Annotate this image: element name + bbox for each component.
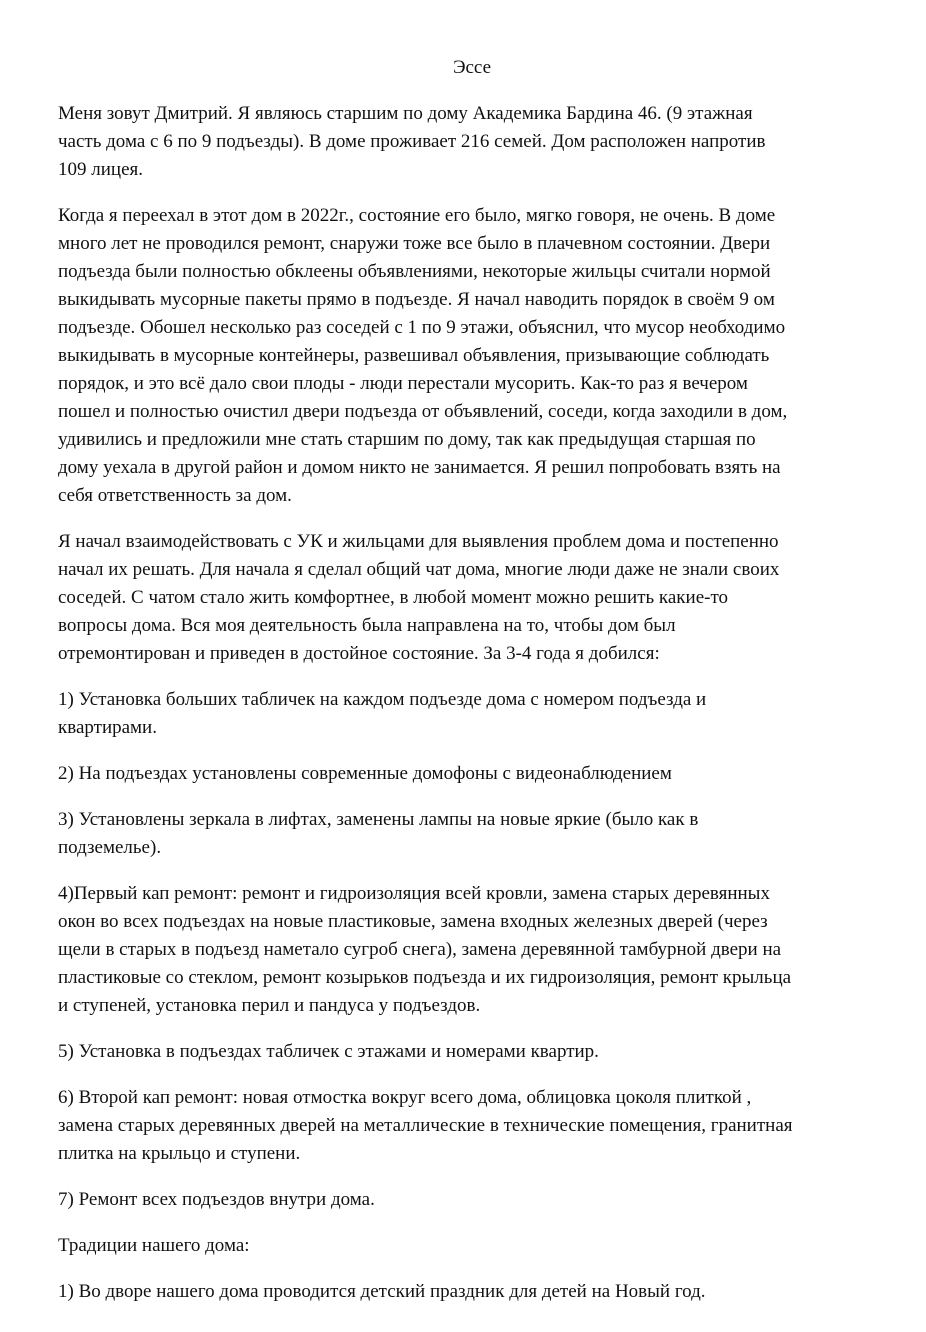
list-item-achievement-1: 1) Установка больших табличек на каждом подъезде дома с номером подъезда и квартирами.: [58, 689, 707, 738]
paragraph-history: Когда я переехал в этот дом в 2022г., состояние его было, мягко говоря, не очень. В доме много лет не проводился ремонт, снаружи тоже все было в плачевном состоянии. Двери подъезда были полностью обклеены объявлениями, некоторые жильцы считали нормой выкидывать мусорные пакеты прямо в подъезде. Я начал наводить порядок в своём 9 ом подъезде. Обошел несколько раз соседей с 1 по 9 этажи, объяснил, что мусор необходимо выкидывать в мусорные контейнеры, развешивал объявления, призывающие соблюдать порядок, и это всё дало свои плоды - люди перестали мусорить. Как-то раз я вечером пошел и полностью очистил двери подъезда от объявлений, соседи, когда заходили в дом, удивились и предложили мне стать старшим по дому, так как предыдущая старшая по дому уехала в другой район и домом никто не занимается. Я решил попробовать взять на себя ответственность за дом.: [58, 205, 788, 506]
list-item-achievement-2: 2) На подъездах установлены современные домофоны с видеонаблюдением: [58, 763, 672, 784]
document-title: Эссе: [452, 57, 492, 78]
document-body: [58, 100, 888, 1324]
list-item-tradition-1: 1) Во дворе нашего дома проводится детский праздник для детей на Новый год.: [58, 1281, 706, 1302]
list-item-achievement-3: 3) Установлены зеркала в лифтах, заменены лампы на новые яркие (было как в подземелье).: [58, 809, 699, 858]
paragraph-activity: Я начал взаимодействовать с УК и жильцами для выявления проблем дома и постепенно начал их решать. Для начала я сделал общий чат дома, многие люди даже не знали своих соседей. С чатом стало жить комфортнее, в любой момент можно решить какие-то вопросы дома. Вся моя деятельность была направлена на то, чтобы дом был отремонтирован и приведен в достойное состояние. За 3-4 года я добился:: [58, 531, 780, 664]
list-item-achievement-4: 4)Первый кап ремонт: ремонт и гидроизоляция всей кровли, замена старых деревянных окон во всех подъездах на новые пластиковые, замена входных железных дверей (через щели в старых в подъезд наметало сугроб снега), замена деревянной тамбурной двери на пластиковые со стеклом, ремонт козырьков подъезда и их гидроизоляция, ремонт крыльца и ступеней, установка перил и пандуса у подъездов.: [58, 883, 792, 1016]
list-item-achievement-7: 7) Ремонт всех подъездов внутри дома.: [58, 1189, 375, 1210]
list-item-achievement-6: 6) Второй кап ремонт: новая отмостка вокруг всего дома, облицовка цоколя плиткой , замена старых деревянных дверей на металлические в технические помещения, гранитная плитка на крыльцо и ступени.: [58, 1087, 793, 1164]
traditions-heading: Традиции нашего дома:: [58, 1235, 250, 1256]
paragraph-introduction: Меня зовут Дмитрий. Я являюсь старшим по дому Академика Бардина 46. (9 этажная часть дома с 6 по 9 подъезды). В доме проживает 216 семей. Дом расположен напротив 109 лицея.: [58, 103, 766, 180]
list-item-achievement-5: 5) Установка в подъездах табличек с этажами и номерами квартир.: [58, 1041, 599, 1062]
